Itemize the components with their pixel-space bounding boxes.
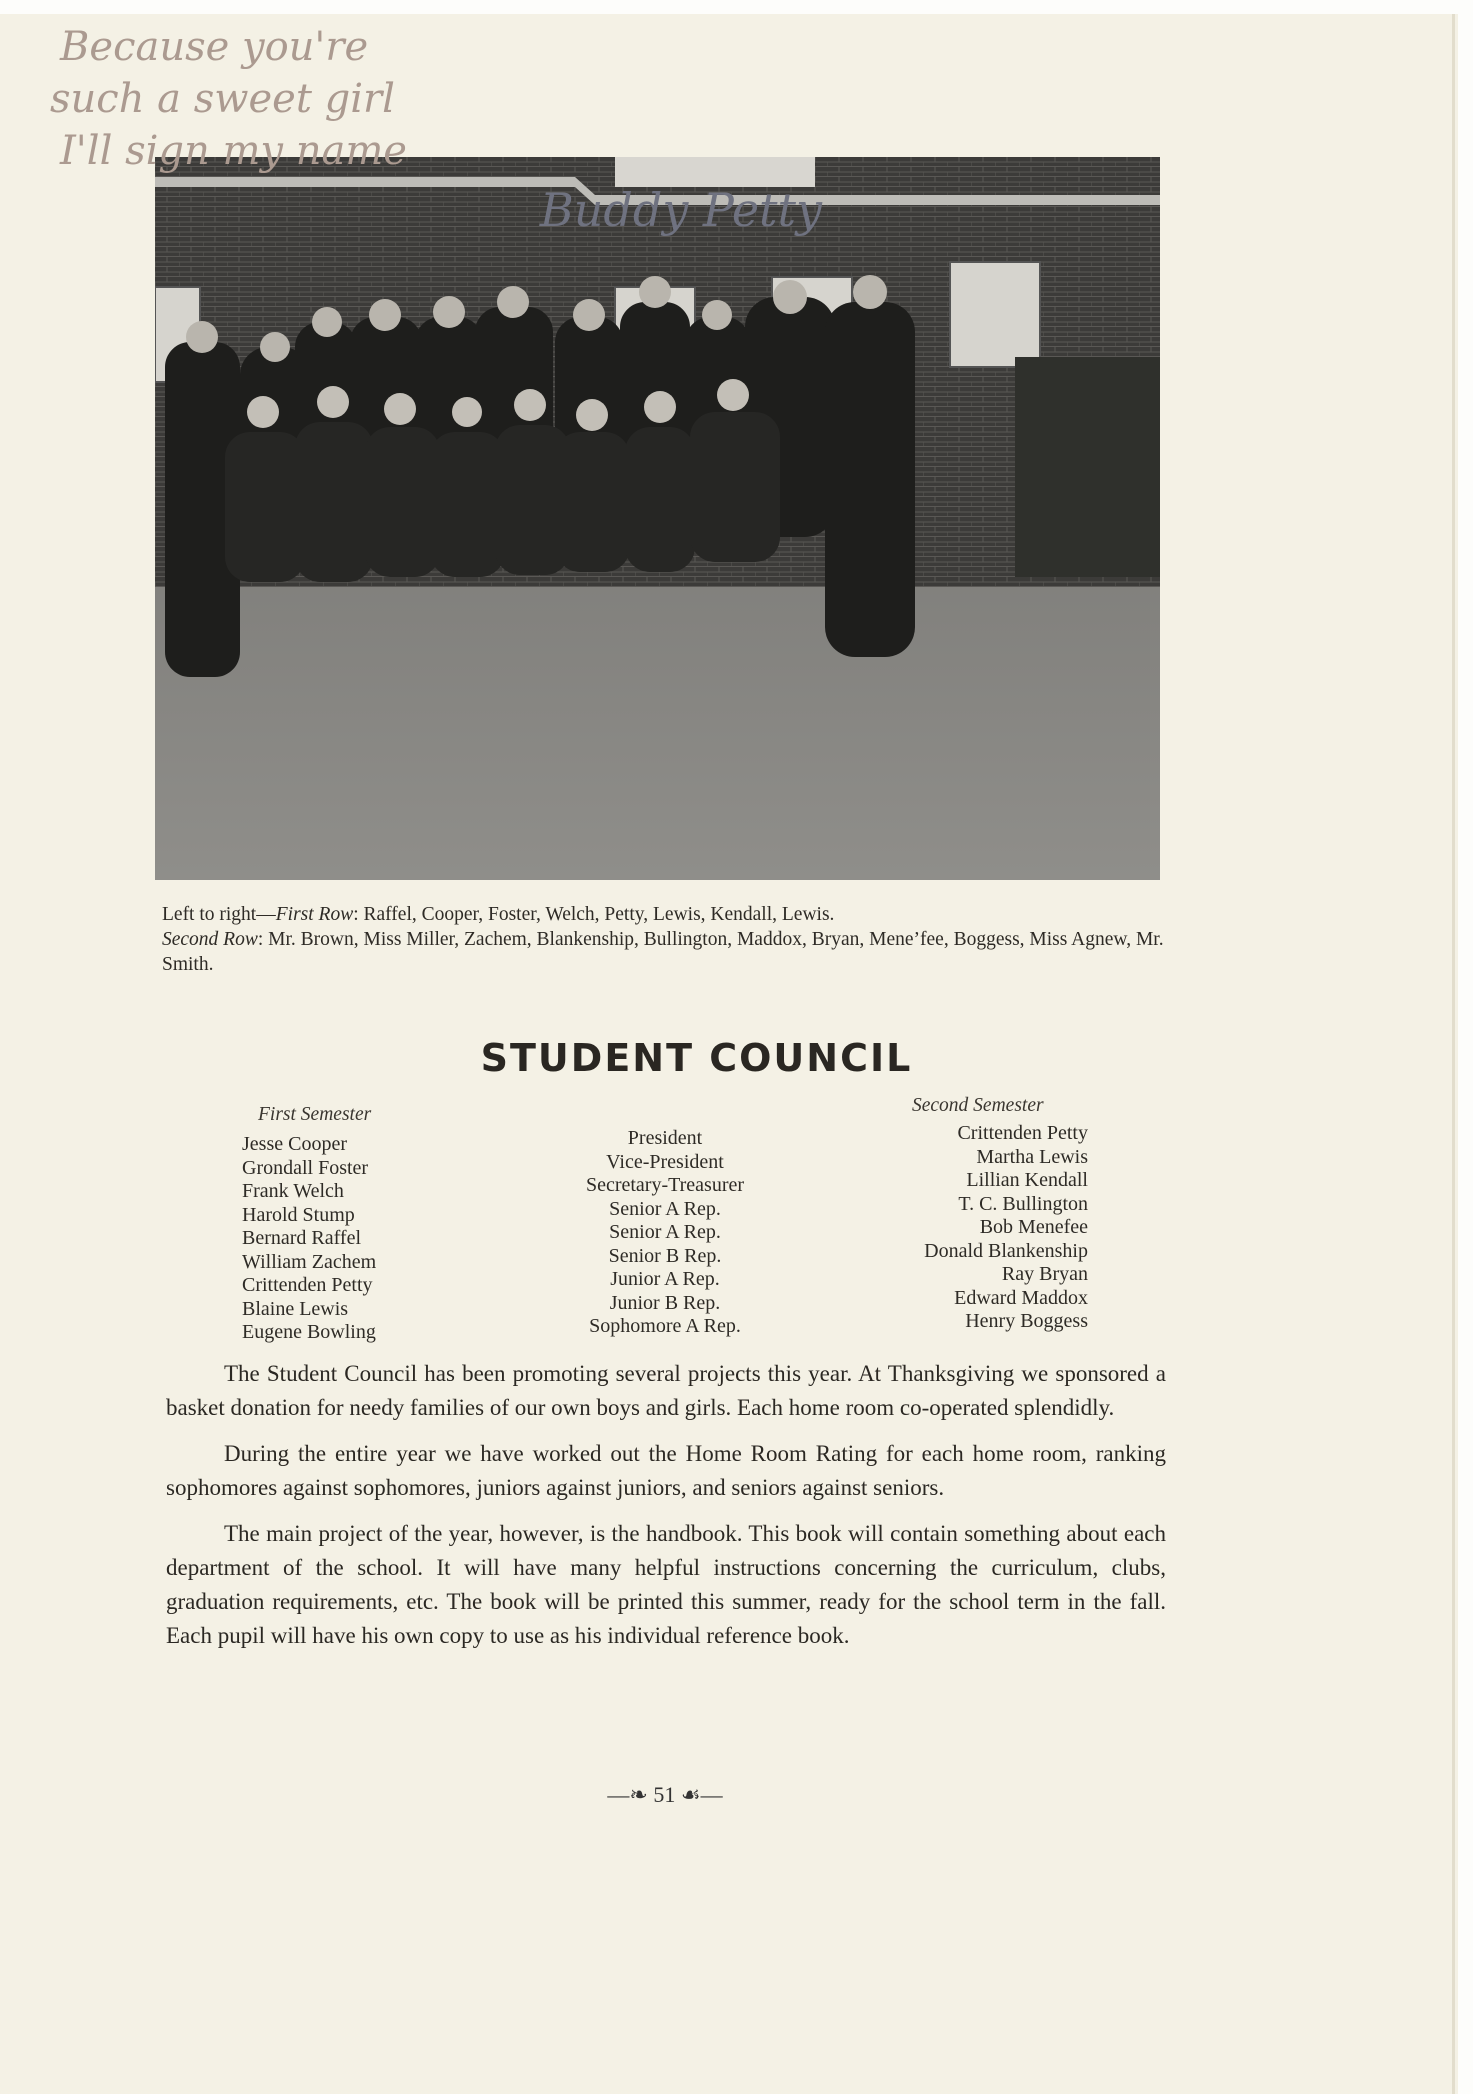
list-item: Vice-President: [606, 1150, 724, 1173]
list-item: Jesse Cooper: [242, 1133, 347, 1155]
first-row-names: : Raffel, Cooper, Foster, Welch, Petty, Lewis, Kendall, Lewis.: [353, 904, 835, 925]
second-semester-list: [860, 1122, 1088, 1334]
inscription-line: such a sweet girl: [50, 76, 395, 122]
list-item: President: [627, 1127, 703, 1149]
second-row-names: : Mr. Brown, Miss Miller, Zachem, Blankenship, Bullington, Maddox, Bryan, Mene’fee, Boggess, Miss Agnew, Mr. Smith.: [162, 929, 1164, 975]
list-item: Bob Menefee: [979, 1216, 1088, 1238]
body-text: [166, 1357, 1166, 1665]
inscription-line: Because you're: [60, 24, 369, 70]
inscription-signature: Buddy Petty: [540, 183, 822, 237]
list-item: Donald Blankenship: [924, 1239, 1088, 1262]
page-title: [0, 1036, 1473, 1080]
second-semester-heading: Second Semester: [912, 1095, 1044, 1116]
list-item: Frank Welch: [242, 1180, 344, 1202]
list-item: Lillian Kendall: [966, 1169, 1088, 1191]
list-item: Bernard Raffel: [242, 1227, 362, 1249]
list-item: Junior B Rep.: [609, 1291, 721, 1314]
offices-list: [558, 1127, 772, 1339]
list-item: Blaine Lewis: [242, 1297, 349, 1320]
list-item: Ray Bryan: [1001, 1263, 1088, 1285]
list-item: Senior B Rep.: [608, 1244, 722, 1267]
second-row-label: Second Row: [162, 929, 258, 950]
paragraph: The main project of the year, however, is the handbook. This book will contain something about each department of the school. It will have many helpful instructions concerning the curriculum, clubs, graduation requirements, etc. The book will be printed this summer, ready for the school term in the fall. Each pupil will have his own copy to use as his individual reference book.: [166, 1521, 1166, 1648]
first-semester-heading: First Semester: [258, 1104, 372, 1125]
first-semester-list: [242, 1133, 376, 1345]
photo-caption: [162, 902, 1172, 977]
list-item: Crittenden Petty: [242, 1274, 373, 1296]
list-item: Crittenden Petty: [957, 1122, 1088, 1144]
group-photo: [155, 157, 1160, 880]
first-row-label: First Row: [275, 904, 354, 925]
inscription-line: I'll sign my name: [60, 128, 407, 174]
list-item: T. C. Bullington: [958, 1192, 1088, 1215]
list-item: Senior A Rep.: [609, 1221, 721, 1243]
page-number: —❧ 51 ☙—: [607, 1782, 723, 1807]
list-item: Martha Lewis: [976, 1145, 1088, 1168]
list-item: Edward Maddox: [954, 1286, 1088, 1309]
title-text: STUDENT COUNCIL: [480, 1036, 913, 1080]
list-item: Henry Boggess: [965, 1310, 1088, 1332]
list-item: Secretary-Treasurer: [585, 1174, 745, 1196]
list-item: Eugene Bowling: [242, 1321, 376, 1343]
paragraph: The Student Council has been promoting several projects this year. At Thanksgiving we sponsored a basket donation for needy families of our own boys and girls. Each home room co-operated splendidly.: [166, 1361, 1166, 1420]
list-item: Junior A Rep.: [610, 1268, 720, 1290]
caption-lead: Left to right—: [162, 904, 276, 925]
list-item: Harold Stump: [242, 1203, 355, 1226]
list-item: Grondall Foster: [242, 1156, 369, 1179]
list-item: William Zachem: [242, 1250, 377, 1273]
list-item: Senior A Rep.: [609, 1197, 721, 1220]
paragraph: During the entire year we have worked out the Home Room Rating for each home room, ranking sophomores against sophomores, juniors against juniors, and seniors against seniors.: [166, 1441, 1166, 1500]
handwritten-inscription: [40, 24, 940, 264]
list-item: Sophomore A Rep.: [589, 1315, 741, 1337]
